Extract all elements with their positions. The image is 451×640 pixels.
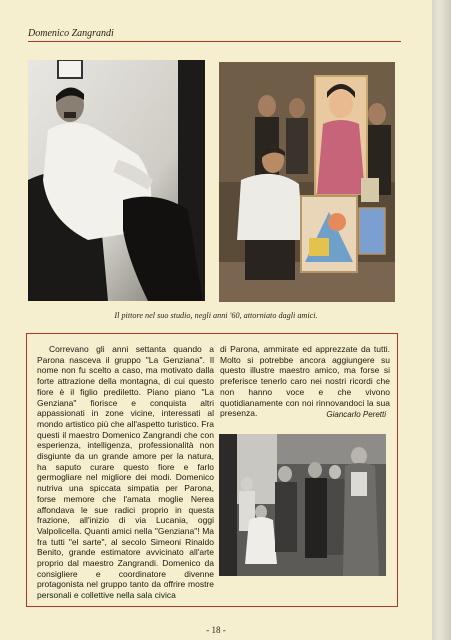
running-header: Domenico Zangrandi	[28, 28, 114, 39]
photo-caption: Il pittore nel suo studio, negli anni '60, attorniato dagli amici.	[114, 311, 318, 320]
article-column-left: Correvano gli anni settanta quando a Parona nasceva il gruppo "La Genziana". Il nome non fu scelto a caso, ma motivato dalla forte attrazione della montagna, di cui questo fiore è il figlio prediletto. Piano piano "La Genziana" fiorisce e conquista altri appassionati in zone vicine, interessati al mondo artistico più che all'aspetto turistico. Fra questi il maestro Domenico Zangrandi che con esperienza, intelligenza, professionalità non disgiunte da un grande amore per la natura, ha saputo curare questo fiore e farlo germogliare nel migliore dei modi. Domenico nutriva una spiccata simpatia per Parona, forse memore che l'amata moglie Nerea affondava le sue radici proprio in questa frazione, all'inizio di via Lucania, oggi Valpolicella. Quanti amici nella "Genziana"! Ma fra tutti "el sarte", al secolo Simeoni Rinaldo Benito, grande estimatore avvicinato all'arte proprio dal maestro Zangrandi. Domenico da consigliere e coordinatore divenne protagonista nel gruppo tanto da offrire mostre personali e collettive nella sala civica	[37, 344, 214, 601]
article-signature: Giancarlo Peretti	[326, 410, 386, 419]
photo-group-friends	[219, 434, 386, 576]
header-rule	[28, 41, 401, 42]
page-edge	[432, 0, 451, 640]
article-column-right: di Parona, ammirate ed apprezzate da tutti. Molto si potrebbe ancora aggiungere su questo illustre maestro amico, ma forse si preferisce tenerlo caro nei nostri ricordi che non hanno voce e che vivono quotidianamente con noi rinnovandoci la sua presenza.	[220, 344, 390, 419]
photo-painter-portrait	[28, 60, 205, 301]
photo-studio-with-friends	[219, 62, 395, 302]
page-number: - 18 -	[206, 625, 226, 635]
